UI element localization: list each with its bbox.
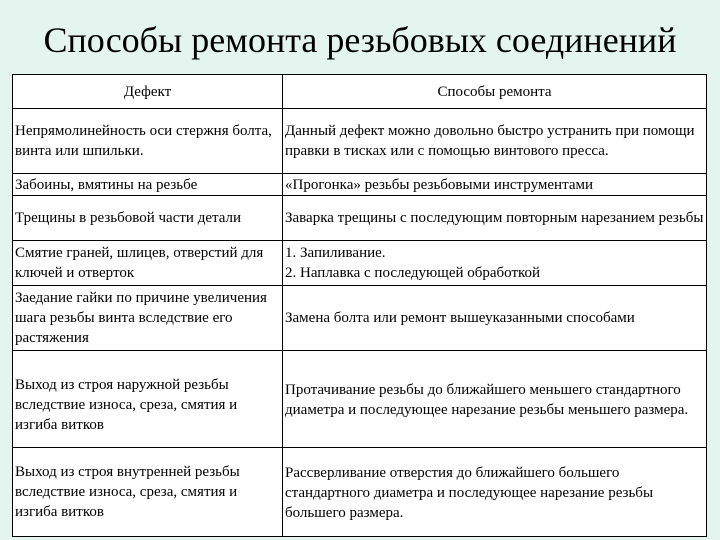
page-title: Способы ремонта резьбовых соединений bbox=[43, 20, 677, 60]
table-header-row bbox=[13, 75, 707, 109]
method-cell: Протачивание резьбы до ближайшего меньшего стандартного диаметра и последующее нарезание резьбы меньшего размера. bbox=[283, 351, 707, 448]
header-defect: Дефект bbox=[13, 75, 283, 109]
table-row bbox=[13, 109, 707, 174]
table-row bbox=[13, 241, 707, 286]
defect-cell: Смятие граней, шлицев, отверстий для ключей и отверток bbox=[13, 241, 283, 286]
method-cell: Данный дефект можно довольно быстро устранить при помощи правки в тисках или с помощью винтового пресса. bbox=[283, 109, 707, 174]
header-repair-methods: Способы ремонта bbox=[283, 75, 707, 109]
defect-cell: Заедание гайки по причине увеличения шага резьбы винта вследствие его растяжения bbox=[13, 286, 283, 351]
defect-cell: Забоины, вмятины на резьбе bbox=[13, 174, 283, 196]
method-cell: 1. Запиливание. 2. Наплавка с последующей обработкой bbox=[283, 241, 707, 286]
method-cell: Замена болта или ремонт вышеуказанными способами bbox=[283, 286, 707, 351]
defect-cell: Непрямолинейность оси стержня болта, винта или шпильки. bbox=[13, 109, 283, 174]
method-cell: Рассверливание отверстия до ближайшего большего стандартного диаметра и последующее нарезание резьбы большего размера. bbox=[283, 448, 707, 537]
method-cell: «Прогонка» резьбы резьбовыми инструментами bbox=[283, 174, 707, 196]
table-row bbox=[13, 286, 707, 351]
table-row bbox=[13, 351, 707, 448]
table-row bbox=[13, 174, 707, 196]
defect-cell: Выход из строя внутренней резьбы вследствие износа, среза, смятия и изгиба витков bbox=[13, 448, 283, 537]
table-row bbox=[13, 448, 707, 537]
defect-cell: Выход из строя наружной резьбы вследствие износа, среза, смятия и изгиба витков bbox=[13, 351, 283, 448]
repair-methods-table bbox=[12, 74, 707, 537]
defect-cell: Трещины в резьбовой части детали bbox=[13, 196, 283, 241]
table-row bbox=[13, 196, 707, 241]
method-cell: Заварка трещины с последующим повторным нарезанием резьбы bbox=[283, 196, 707, 241]
